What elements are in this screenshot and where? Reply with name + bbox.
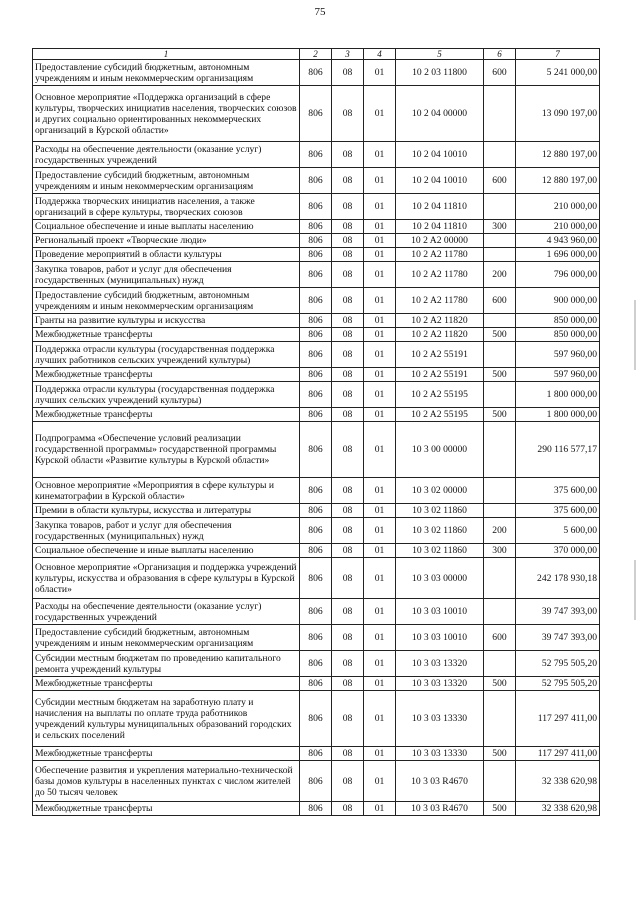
row-ministry-code: 806 (300, 220, 332, 234)
row-target-article: 10 3 02 11860 (396, 544, 484, 558)
row-amount: 12 880 197,00 (516, 142, 600, 168)
row-amount: 900 000,00 (516, 288, 600, 314)
row-ministry-code: 806 (300, 802, 332, 816)
row-amount: 117 297 411,00 (516, 747, 600, 761)
row-expense-type (484, 248, 516, 262)
row-ministry-code: 806 (300, 691, 332, 747)
row-expense-type: 600 (484, 625, 516, 651)
table-row (33, 422, 600, 478)
row-amount: 242 178 930,18 (516, 558, 600, 599)
table-row (33, 328, 600, 342)
row-section-code: 08 (332, 314, 364, 328)
row-amount: 1 696 000,00 (516, 248, 600, 262)
row-amount: 52 795 505,20 (516, 651, 600, 677)
row-target-article: 10 2 04 00000 (396, 86, 484, 142)
row-expense-type: 300 (484, 544, 516, 558)
row-subsection-code: 01 (364, 262, 396, 288)
row-expense-type (484, 651, 516, 677)
row-amount: 1 800 000,00 (516, 408, 600, 422)
row-target-article: 10 2 A2 00000 (396, 234, 484, 248)
table-row (33, 342, 600, 368)
header-col-7: 7 (516, 49, 600, 60)
row-name: Основное мероприятие «Организация и поддержка учреждений культуры, искусства и образования в сфере культуры в Курской области» (33, 558, 300, 599)
row-ministry-code: 806 (300, 194, 332, 220)
row-expense-type (484, 342, 516, 368)
row-ministry-code: 806 (300, 60, 332, 86)
table-row (33, 504, 600, 518)
row-target-article: 10 2 04 11810 (396, 220, 484, 234)
table-row (33, 234, 600, 248)
row-section-code: 08 (332, 86, 364, 142)
row-ministry-code: 806 (300, 422, 332, 478)
row-target-article: 10 2 A2 55195 (396, 382, 484, 408)
row-target-article: 10 2 A2 11780 (396, 248, 484, 262)
row-subsection-code: 01 (364, 86, 396, 142)
table-row (33, 168, 600, 194)
row-target-article: 10 3 02 00000 (396, 478, 484, 504)
row-ministry-code: 806 (300, 328, 332, 342)
row-amount: 597 960,00 (516, 368, 600, 382)
row-name: Закупка товаров, работ и услуг для обеспечения государственных (муниципальных) нужд (33, 518, 300, 544)
row-expense-type (484, 599, 516, 625)
row-expense-type (484, 504, 516, 518)
row-name: Поддержка отрасли культуры (государственная поддержка лучших работников сельских учреждений культуры) (33, 342, 300, 368)
row-name: Региональный проект «Творческие люди» (33, 234, 300, 248)
row-name: Межбюджетные трансферты (33, 747, 300, 761)
row-ministry-code: 806 (300, 677, 332, 691)
table-row (33, 558, 600, 599)
table-row (33, 408, 600, 422)
row-amount: 5 241 000,00 (516, 60, 600, 86)
row-target-article: 10 2 04 10010 (396, 168, 484, 194)
row-name: Закупка товаров, работ и услуг для обеспечения государственных (муниципальных) нужд (33, 262, 300, 288)
row-expense-type (484, 761, 516, 802)
row-target-article: 10 3 03 R4670 (396, 761, 484, 802)
header-col-2: 2 (300, 49, 332, 60)
row-amount: 32 338 620,98 (516, 761, 600, 802)
row-ministry-code: 806 (300, 625, 332, 651)
row-amount: 375 600,00 (516, 504, 600, 518)
row-amount: 5 600,00 (516, 518, 600, 544)
row-ministry-code: 806 (300, 504, 332, 518)
row-subsection-code: 01 (364, 544, 396, 558)
row-amount: 370 000,00 (516, 544, 600, 558)
row-section-code: 08 (332, 142, 364, 168)
row-section-code: 08 (332, 288, 364, 314)
row-expense-type (484, 382, 516, 408)
row-section-code: 08 (332, 651, 364, 677)
row-expense-type (484, 234, 516, 248)
row-subsection-code: 01 (364, 408, 396, 422)
row-target-article: 10 3 03 10010 (396, 599, 484, 625)
row-ministry-code: 806 (300, 288, 332, 314)
row-name: Предоставление субсидий бюджетным, автономным учреждениям и иным некоммерческим организациям (33, 60, 300, 86)
row-subsection-code: 01 (364, 518, 396, 544)
row-name: Предоставление субсидий бюджетным, автономным учреждениям и иным некоммерческим организациям (33, 625, 300, 651)
row-expense-type (484, 86, 516, 142)
row-target-article: 10 2 A2 11780 (396, 288, 484, 314)
row-subsection-code: 01 (364, 478, 396, 504)
row-target-article: 10 3 03 R4670 (396, 802, 484, 816)
row-amount: 52 795 505,20 (516, 677, 600, 691)
row-subsection-code: 01 (364, 691, 396, 747)
row-subsection-code: 01 (364, 504, 396, 518)
row-amount: 210 000,00 (516, 220, 600, 234)
table-row (33, 368, 600, 382)
row-amount: 32 338 620,98 (516, 802, 600, 816)
row-ministry-code: 806 (300, 368, 332, 382)
row-target-article: 10 2 A2 11820 (396, 314, 484, 328)
row-name: Социальное обеспечение и иные выплаты населению (33, 544, 300, 558)
table-row (33, 651, 600, 677)
row-ministry-code: 806 (300, 262, 332, 288)
scan-edge-mark (634, 300, 636, 370)
row-amount: 290 116 577,17 (516, 422, 600, 478)
table-row (33, 478, 600, 504)
row-target-article: 10 3 03 13320 (396, 651, 484, 677)
row-expense-type (484, 422, 516, 478)
row-target-article: 10 3 03 13320 (396, 677, 484, 691)
row-subsection-code: 01 (364, 747, 396, 761)
row-amount: 850 000,00 (516, 328, 600, 342)
row-section-code: 08 (332, 60, 364, 86)
table-row (33, 288, 600, 314)
row-amount: 12 880 197,00 (516, 168, 600, 194)
row-ministry-code: 806 (300, 382, 332, 408)
row-expense-type: 500 (484, 408, 516, 422)
table-row (33, 194, 600, 220)
row-target-article: 10 3 00 00000 (396, 422, 484, 478)
row-amount: 375 600,00 (516, 478, 600, 504)
row-name: Межбюджетные трансферты (33, 408, 300, 422)
row-section-code: 08 (332, 368, 364, 382)
row-target-article: 10 2 A2 11820 (396, 328, 484, 342)
row-expense-type: 500 (484, 747, 516, 761)
table-body (33, 60, 600, 816)
row-amount: 850 000,00 (516, 314, 600, 328)
table-row (33, 314, 600, 328)
table-row (33, 802, 600, 816)
row-name: Основное мероприятие «Мероприятия в сфере культуры и кинематографии в Курской области» (33, 478, 300, 504)
row-amount: 39 747 393,00 (516, 599, 600, 625)
row-amount: 117 297 411,00 (516, 691, 600, 747)
row-subsection-code: 01 (364, 761, 396, 802)
row-name: Проведение мероприятий в области культуры (33, 248, 300, 262)
row-expense-type: 500 (484, 802, 516, 816)
header-row (33, 49, 600, 60)
row-ministry-code: 806 (300, 558, 332, 599)
row-subsection-code: 01 (364, 60, 396, 86)
row-name: Поддержка отрасли культуры (государственная поддержка лучших сельских учреждений культуры) (33, 382, 300, 408)
row-section-code: 08 (332, 408, 364, 422)
page-number: 75 (314, 6, 326, 18)
header-col-1: 1 (33, 49, 300, 60)
row-name: Межбюджетные трансферты (33, 328, 300, 342)
row-section-code: 08 (332, 761, 364, 802)
row-subsection-code: 01 (364, 368, 396, 382)
table-row (33, 518, 600, 544)
row-name: Расходы на обеспечение деятельности (оказание услуг) государственных учреждений (33, 142, 300, 168)
row-subsection-code: 01 (364, 194, 396, 220)
row-subsection-code: 01 (364, 625, 396, 651)
row-subsection-code: 01 (364, 248, 396, 262)
row-subsection-code: 01 (364, 558, 396, 599)
table-row (33, 625, 600, 651)
row-section-code: 08 (332, 558, 364, 599)
row-target-article: 10 3 03 13330 (396, 747, 484, 761)
row-expense-type: 600 (484, 60, 516, 86)
row-ministry-code: 806 (300, 142, 332, 168)
row-amount: 13 090 197,00 (516, 86, 600, 142)
row-target-article: 10 3 03 00000 (396, 558, 484, 599)
table-row (33, 544, 600, 558)
row-ministry-code: 806 (300, 651, 332, 677)
table-row (33, 220, 600, 234)
table-row (33, 382, 600, 408)
header-col-5: 5 (396, 49, 484, 60)
row-name: Подпрограмма «Обеспечение условий реализации государственной программы» государственной программы Курской области «Развитие культуры в Курской области» (33, 422, 300, 478)
table-row (33, 691, 600, 747)
row-ministry-code: 806 (300, 478, 332, 504)
row-target-article: 10 2 A2 11780 (396, 262, 484, 288)
row-section-code: 08 (332, 677, 364, 691)
row-expense-type (484, 194, 516, 220)
row-expense-type (484, 314, 516, 328)
scan-edge-mark (634, 560, 636, 620)
row-name: Предоставление субсидий бюджетным, автономным учреждениям и иным некоммерческим организациям (33, 168, 300, 194)
row-ministry-code: 806 (300, 761, 332, 802)
row-subsection-code: 01 (364, 314, 396, 328)
row-section-code: 08 (332, 220, 364, 234)
row-subsection-code: 01 (364, 288, 396, 314)
row-ministry-code: 806 (300, 599, 332, 625)
row-expense-type (484, 142, 516, 168)
row-subsection-code: 01 (364, 342, 396, 368)
row-subsection-code: 01 (364, 651, 396, 677)
row-expense-type (484, 478, 516, 504)
header-col-4: 4 (364, 49, 396, 60)
row-section-code: 08 (332, 234, 364, 248)
row-amount: 4 943 960,00 (516, 234, 600, 248)
row-target-article: 10 3 02 11860 (396, 504, 484, 518)
row-target-article: 10 3 03 10010 (396, 625, 484, 651)
row-ministry-code: 806 (300, 544, 332, 558)
row-ministry-code: 806 (300, 747, 332, 761)
row-subsection-code: 01 (364, 234, 396, 248)
row-section-code: 08 (332, 328, 364, 342)
table-row (33, 599, 600, 625)
row-section-code: 08 (332, 747, 364, 761)
row-name: Расходы на обеспечение деятельности (оказание услуг) государственных учреждений (33, 599, 300, 625)
row-name: Субсидии местным бюджетам на заработную плату и начисления на выплаты по оплате труда работников учреждений культуры муниципальных образований городских и сельских поселений (33, 691, 300, 747)
row-section-code: 08 (332, 194, 364, 220)
table-row (33, 86, 600, 142)
row-name: Социальное обеспечение и иные выплаты населению (33, 220, 300, 234)
row-expense-type: 500 (484, 368, 516, 382)
row-section-code: 08 (332, 248, 364, 262)
row-amount: 1 800 000,00 (516, 382, 600, 408)
row-subsection-code: 01 (364, 802, 396, 816)
row-name: Гранты на развитие культуры и искусства (33, 314, 300, 328)
row-amount: 39 747 393,00 (516, 625, 600, 651)
row-expense-type (484, 691, 516, 747)
row-subsection-code: 01 (364, 599, 396, 625)
row-ministry-code: 806 (300, 248, 332, 262)
row-amount: 597 960,00 (516, 342, 600, 368)
row-target-article: 10 2 04 11810 (396, 194, 484, 220)
header-col-6: 6 (484, 49, 516, 60)
row-section-code: 08 (332, 518, 364, 544)
row-subsection-code: 01 (364, 677, 396, 691)
row-ministry-code: 806 (300, 314, 332, 328)
row-subsection-code: 01 (364, 220, 396, 234)
row-name: Предоставление субсидий бюджетным, автономным учреждениям и иным некоммерческим организациям (33, 288, 300, 314)
row-section-code: 08 (332, 422, 364, 478)
row-name: Премии в области культуры, искусства и литературы (33, 504, 300, 518)
table-row (33, 262, 600, 288)
row-amount: 210 000,00 (516, 194, 600, 220)
row-expense-type: 600 (484, 168, 516, 194)
row-ministry-code: 806 (300, 168, 332, 194)
row-expense-type (484, 558, 516, 599)
row-section-code: 08 (332, 691, 364, 747)
row-expense-type: 300 (484, 220, 516, 234)
row-section-code: 08 (332, 342, 364, 368)
table-row (33, 248, 600, 262)
row-ministry-code: 806 (300, 518, 332, 544)
row-target-article: 10 3 02 11860 (396, 518, 484, 544)
row-ministry-code: 806 (300, 234, 332, 248)
row-name: Межбюджетные трансферты (33, 368, 300, 382)
row-section-code: 08 (332, 625, 364, 651)
row-name: Межбюджетные трансферты (33, 677, 300, 691)
table-row (33, 747, 600, 761)
row-subsection-code: 01 (364, 422, 396, 478)
budget-table (32, 48, 600, 816)
row-section-code: 08 (332, 802, 364, 816)
row-name: Обеспечение развития и укрепления материально-технической базы домов культуры в населенных пунктах с числом жителей до 50 тысяч человек (33, 761, 300, 802)
row-target-article: 10 2 A2 55191 (396, 368, 484, 382)
table-row (33, 761, 600, 802)
row-name: Межбюджетные трансферты (33, 802, 300, 816)
row-target-article: 10 2 04 10010 (396, 142, 484, 168)
row-subsection-code: 01 (364, 328, 396, 342)
row-section-code: 08 (332, 504, 364, 518)
row-section-code: 08 (332, 544, 364, 558)
row-ministry-code: 806 (300, 408, 332, 422)
table-row (33, 60, 600, 86)
row-section-code: 08 (332, 382, 364, 408)
row-target-article: 10 2 A2 55191 (396, 342, 484, 368)
row-target-article: 10 2 03 11800 (396, 60, 484, 86)
row-section-code: 08 (332, 262, 364, 288)
row-subsection-code: 01 (364, 168, 396, 194)
row-ministry-code: 806 (300, 342, 332, 368)
row-expense-type: 500 (484, 677, 516, 691)
row-subsection-code: 01 (364, 382, 396, 408)
row-section-code: 08 (332, 478, 364, 504)
table-row (33, 142, 600, 168)
header-col-3: 3 (332, 49, 364, 60)
row-amount: 796 000,00 (516, 262, 600, 288)
row-name: Основное мероприятие «Поддержка организаций в сфере культуры, творческих инициатив населения, творческих союзов и других социально ориентированных некоммерческих организаций в Курской области» (33, 86, 300, 142)
row-expense-type: 200 (484, 518, 516, 544)
row-expense-type: 600 (484, 288, 516, 314)
row-ministry-code: 806 (300, 86, 332, 142)
table-row (33, 677, 600, 691)
row-name: Субсидии местным бюджетам по проведению капитального ремонта учреждений культуры (33, 651, 300, 677)
row-section-code: 08 (332, 168, 364, 194)
row-section-code: 08 (332, 599, 364, 625)
row-target-article: 10 2 A2 55195 (396, 408, 484, 422)
row-expense-type: 200 (484, 262, 516, 288)
row-name: Поддержка творческих инициатив населения, а также организаций в сфере культуры, творческих союзов (33, 194, 300, 220)
row-expense-type: 500 (484, 328, 516, 342)
row-target-article: 10 3 03 13330 (396, 691, 484, 747)
row-subsection-code: 01 (364, 142, 396, 168)
